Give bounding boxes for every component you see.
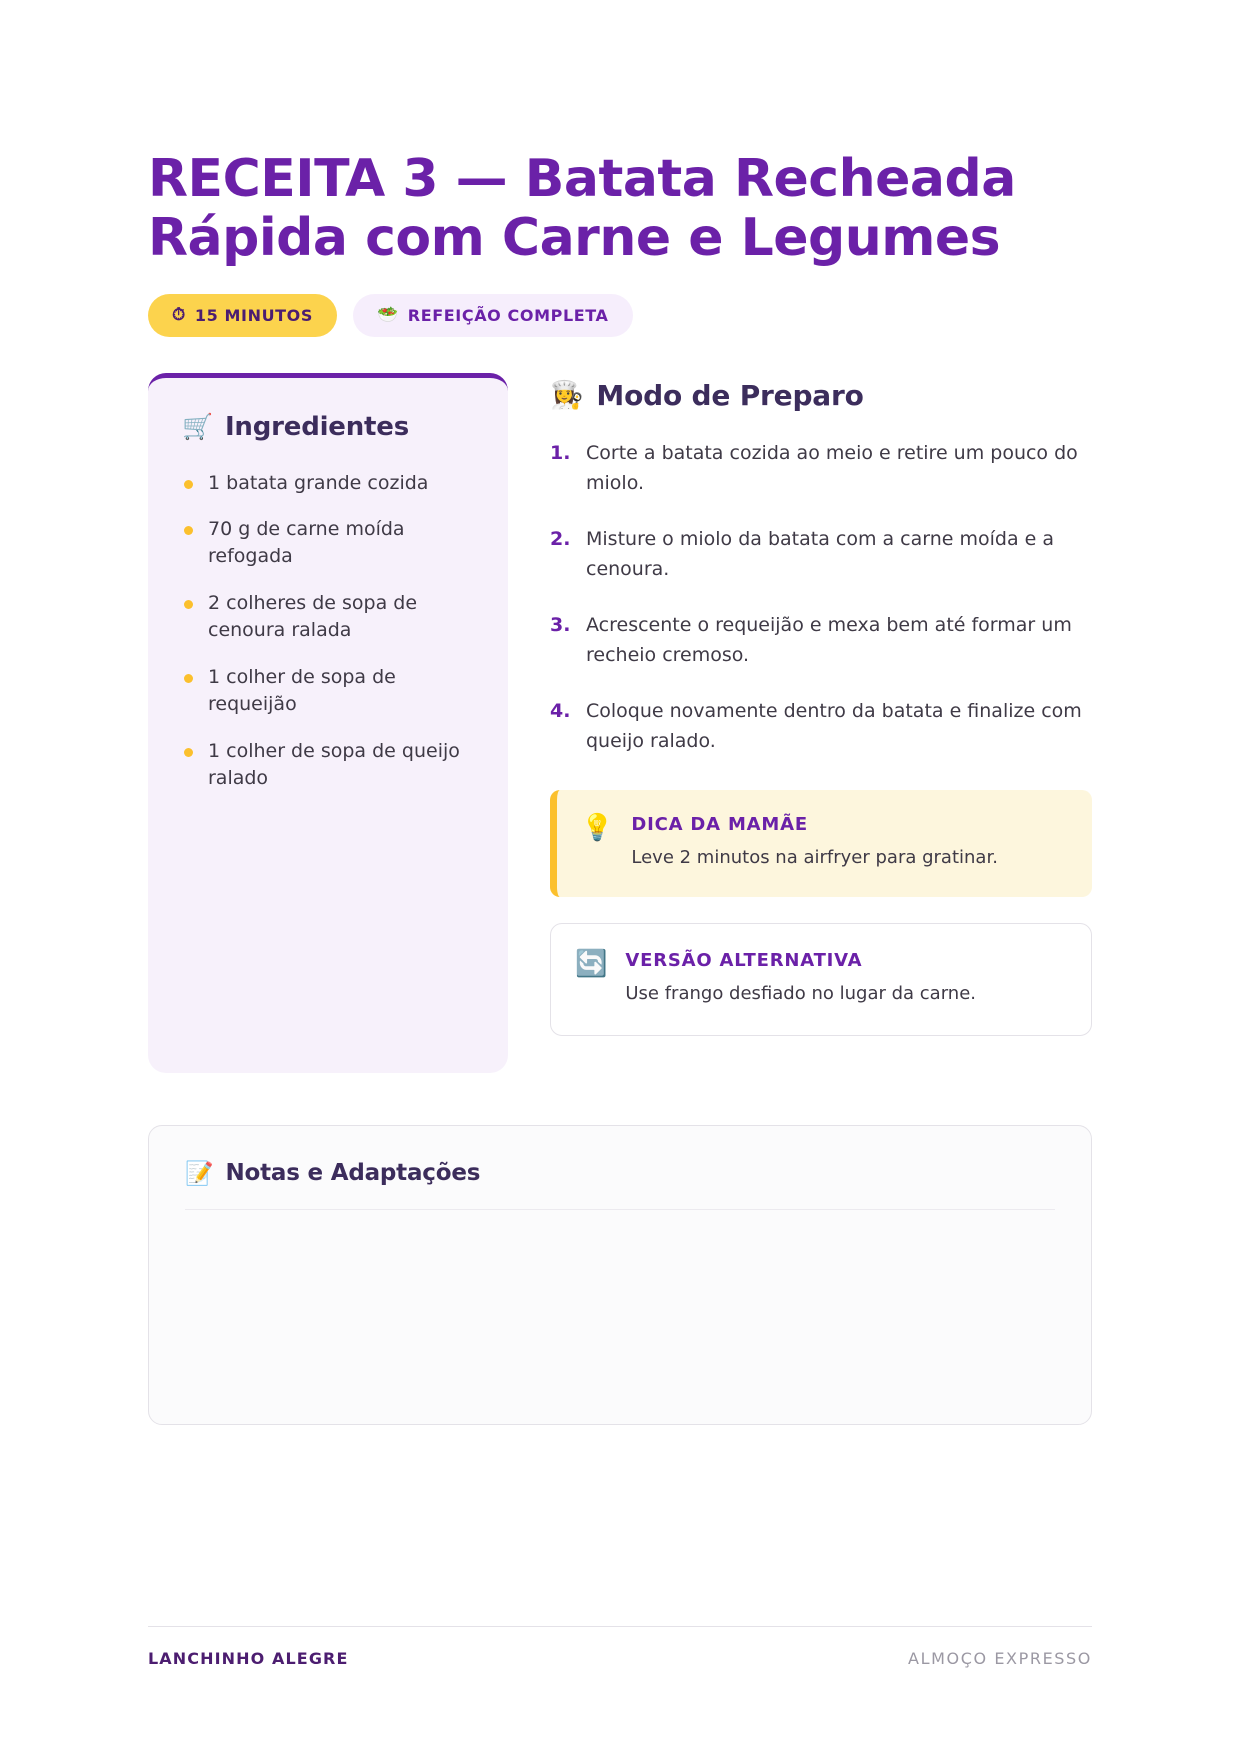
- list-item: 70 g de carne moída refogada: [178, 516, 478, 570]
- alternative-content: [625, 950, 976, 1007]
- list-item: 1 colher de sopa de requeijão: [178, 664, 478, 718]
- ingredients-list: [178, 470, 478, 793]
- page-footer: [148, 1626, 1092, 1668]
- step-text: Coloque novamente dentro da batata e finalize com queijo ralado.: [586, 699, 1082, 752]
- list-item: [550, 610, 1092, 670]
- list-item: [550, 696, 1092, 756]
- list-item: [550, 438, 1092, 498]
- steps-list: [550, 438, 1092, 756]
- step-number: 3.: [550, 613, 571, 636]
- notes-card[interactable]: [148, 1125, 1092, 1425]
- chef-icon: 👩‍🍳: [550, 380, 584, 411]
- badge-meal-type: [353, 294, 633, 337]
- steps-heading: [550, 379, 1092, 412]
- step-text: Corte a batata cozida ao meio e retire um pouco do miolo.: [586, 441, 1078, 494]
- ingredients-column: [148, 373, 508, 1073]
- badge-time: [148, 294, 337, 337]
- list-item: 1 colher de sopa de queijo ralado: [178, 738, 478, 792]
- stopwatch-icon: ⏱: [172, 304, 186, 325]
- step-text: Acrescente o requeijão e mexa bem até formar um recheio cremoso.: [586, 613, 1072, 666]
- tip-text: Leve 2 minutos na airfryer para gratinar.: [631, 846, 998, 868]
- footer-brand: LANCHINHO ALEGRE: [148, 1649, 349, 1668]
- notes-heading-label: Notas e Adaptações: [225, 1160, 481, 1186]
- shopping-cart-icon: 🛒: [182, 411, 213, 441]
- alternative-title: VERSÃO ALTERNATIVA: [625, 949, 863, 971]
- footer-divider: [148, 1626, 1092, 1627]
- list-item: 2 colheres de sopa de cenoura ralada: [178, 590, 478, 644]
- step-number: 4.: [550, 699, 571, 722]
- ingredients-card: [148, 373, 508, 1073]
- footer-row: [148, 1649, 1092, 1668]
- tip-title: DICA DA MAMÃE: [631, 813, 808, 835]
- step-number: 1.: [550, 441, 571, 464]
- footer-section: ALMOÇO EXPRESSO: [908, 1649, 1092, 1668]
- lightbulb-icon: 💡: [581, 812, 614, 843]
- badge-time-label: 15 MINUTOS: [194, 305, 314, 325]
- notes-divider: [185, 1209, 1055, 1210]
- tip-box: [550, 790, 1092, 897]
- alternative-text: Use frango desfiado no lugar da carne.: [625, 982, 976, 1004]
- steps-column: [550, 373, 1092, 1036]
- ingredients-heading-label: Ingredientes: [224, 411, 409, 442]
- alternative-box: [550, 923, 1092, 1036]
- salad-icon: 🥗: [377, 304, 399, 325]
- list-item: 1 batata grande cozida: [178, 470, 478, 497]
- badge-group: [148, 294, 1092, 337]
- step-text: Misture o miolo da batata com a carne moída e a cenoura.: [586, 527, 1055, 580]
- list-item: [550, 524, 1092, 584]
- steps-heading-label: Modo de Preparo: [596, 378, 864, 412]
- step-number: 2.: [550, 527, 571, 550]
- badge-meal-type-label: REFEIÇÃO COMPLETA: [407, 305, 609, 325]
- content-columns: [148, 373, 1092, 1073]
- page-title: RECEITA 3 — Batata Recheada Rápida com Carne e Legumes: [148, 149, 1016, 268]
- memo-icon: 📝: [185, 1160, 214, 1187]
- ingredients-heading: [182, 412, 478, 442]
- notes-heading: [185, 1160, 1055, 1187]
- refresh-icon: 🔄: [575, 948, 608, 979]
- tip-content: [631, 814, 998, 871]
